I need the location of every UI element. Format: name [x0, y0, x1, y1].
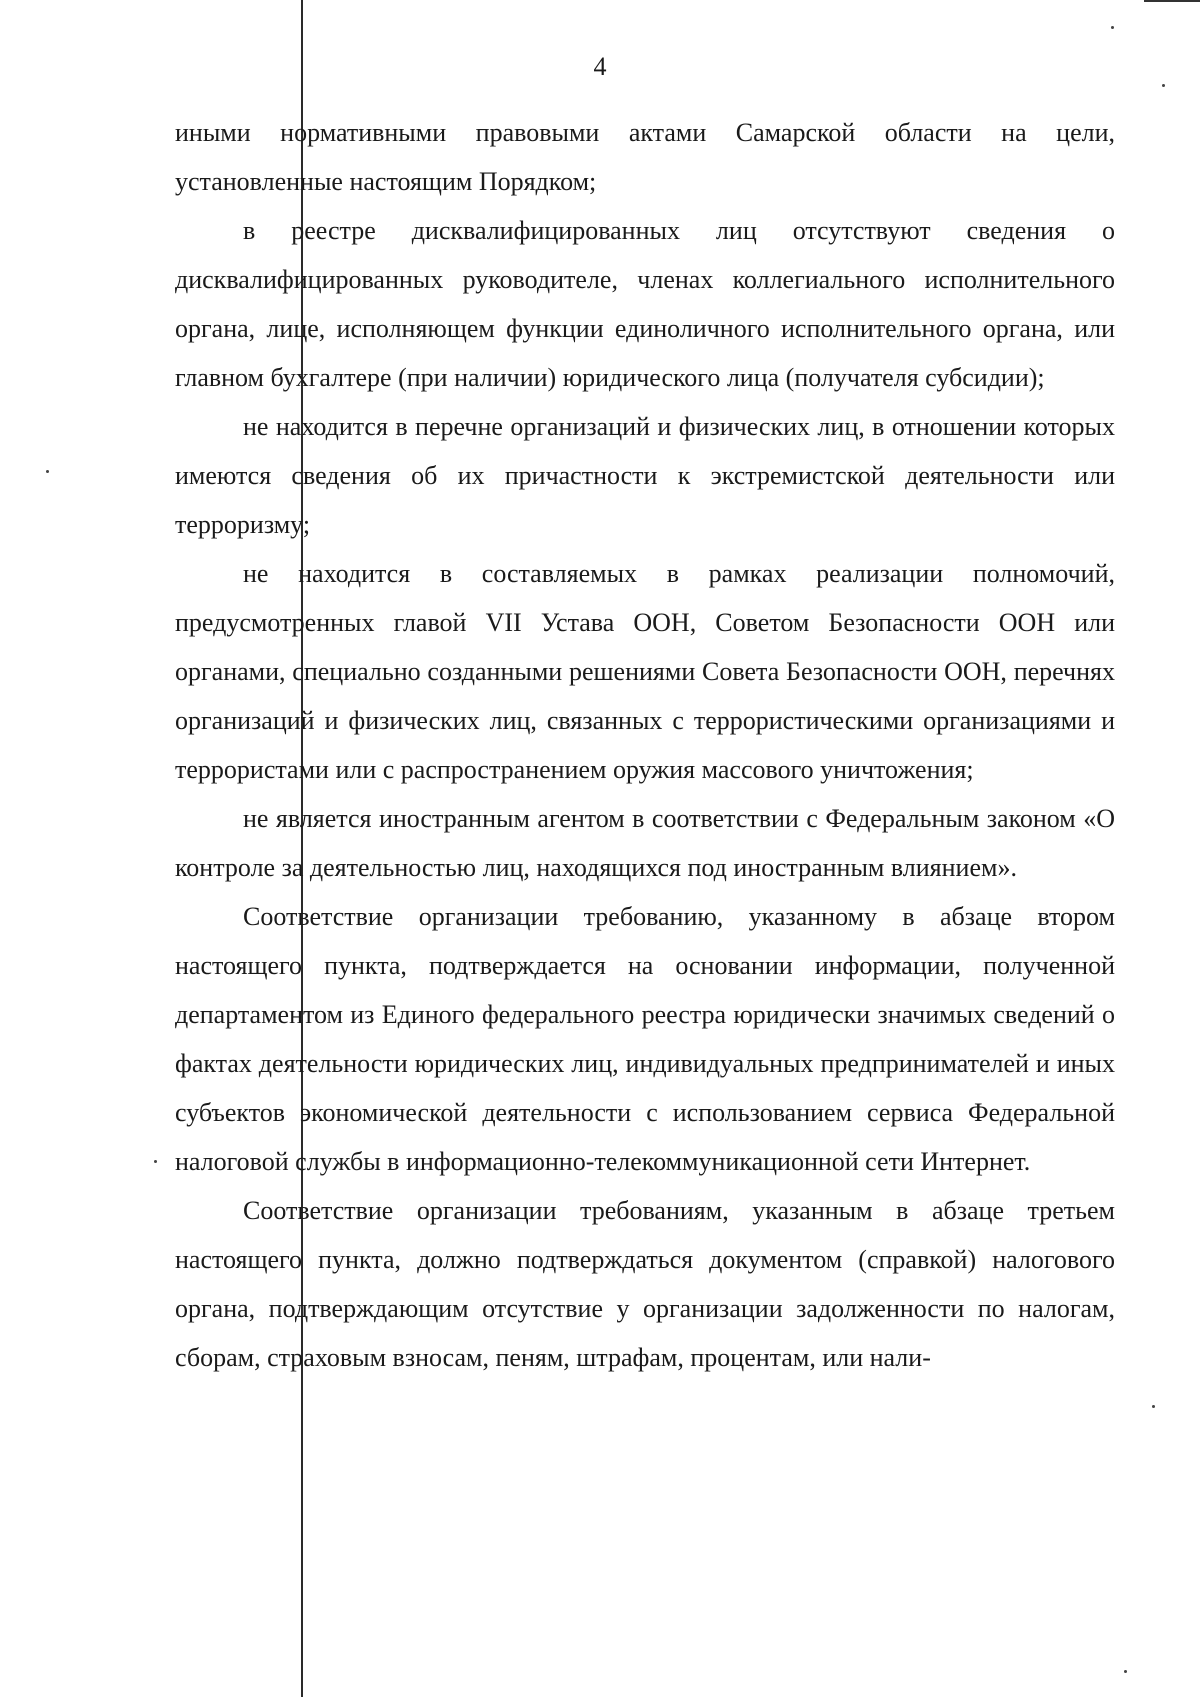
- paragraph-disqualified-persons: в реестре дисквалифицированных лиц отсутствуют сведения о дисквалифицированных руководителе, членах коллегиального исполнительного органа, лице, исполняющем функции единоличного исполнительного органа, или главном бухгалтере (при наличии) юридического лица (получателя субсидии);: [175, 216, 1115, 392]
- page-number: 4: [593, 52, 607, 81]
- scan-speck: [1111, 26, 1114, 29]
- paragraph-compliance-tax: Соответствие организации требованиям, указанным в абзаце третьем настоящего пункта, должно подтверждаться документом (справкой) налогового органа, подтверждающим отсутствие у организации задолженности по налогам, сборам, страховым взносам, пеням, штрафам, процентам, или нали-: [175, 1196, 1115, 1372]
- paragraph-un-sanctions-list: не находится в составляемых в рамках реализации полномочий, предусмотренных главой VII Устава ООН, Советом Безопасности ООН или органами, специально созданными решениями Совета Безопасности ООН, перечнях организаций и физических лиц, связанных с террористическими организациями и террористами или с распространением оружия массового уничтожения;: [175, 559, 1115, 784]
- document-body: [175, 108, 1115, 1382]
- scan-speck: [1162, 84, 1165, 87]
- paragraph-continuation: иными нормативными правовыми актами Самарской области на цели, установленные настоящим Порядком;: [175, 118, 1115, 196]
- scan-corner-mark: [1144, 0, 1200, 2]
- scan-speck: [1152, 1405, 1155, 1408]
- paragraph-compliance-registry: Соответствие организации требованию, указанному в абзаце втором настоящего пункта, подтверждается на основании информации, полученной департаментом из Единого федерального реестра юридически значимых сведений о фактах деятельности юридических лиц, индивидуальных предпринимателей и иных субъектов экономической деятельности с использованием сервиса Федеральной налоговой службы в информационно-телекоммуникационной сети Интернет.: [175, 902, 1115, 1176]
- paragraph-extremism-list: не находится в перечне организаций и физических лиц, в отношении которых имеются сведения об их причастности к экстремистской деятельности или терроризму;: [175, 412, 1115, 539]
- scan-speck: [154, 1160, 157, 1163]
- paragraph-foreign-agent: не является иностранным агентом в соответствии с Федеральным законом «О контроле за деятельностью лиц, находящихся под иностранным влиянием».: [175, 804, 1115, 882]
- scan-speck: [46, 470, 49, 473]
- scan-speck: [1124, 1670, 1127, 1673]
